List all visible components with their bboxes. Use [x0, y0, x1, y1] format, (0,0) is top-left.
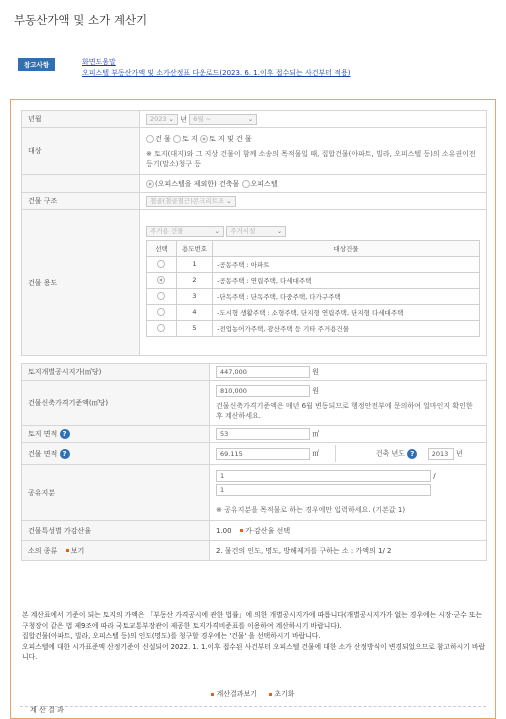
build-year-unit: 년: [455, 449, 463, 458]
usage-desc: -공동주택 : 연립주택, 다세대주택: [213, 272, 480, 288]
kind-radio-general[interactable]: [146, 180, 154, 188]
month-select-value: 6월 ~: [193, 114, 212, 123]
usage-header-select: 선택: [147, 240, 177, 256]
usage-desc: -도시형 생활주택 : 소형주택, 단지형 연립주택, 단지형 다세대주택: [213, 304, 480, 320]
year-select[interactable]: [146, 114, 178, 125]
target-option-land: 토 지: [181, 134, 198, 143]
help-link[interactable]: 화면도움말: [82, 58, 116, 66]
usage-number: 2: [177, 272, 213, 288]
action-buttons: [0, 689, 506, 699]
usage-category-select[interactable]: [146, 226, 224, 237]
officetel-download-link[interactable]: 오피스텔 부동산가액 및 소가산정표 다운로드(2023. 6. 1.이후 접수되는 사건부터 적용): [82, 69, 351, 77]
usage-radio-1[interactable]: [157, 260, 165, 268]
table-row: [147, 256, 480, 272]
calc-result-button[interactable]: 계산결과보기: [211, 690, 257, 698]
suit-kind-label-cell: [22, 541, 210, 561]
land-area-label: 토지 면적: [28, 430, 58, 438]
target-radio-land[interactable]: [173, 135, 181, 143]
suit-kind-label: 소의 종류: [28, 546, 58, 555]
building-area-unit: ㎡: [312, 449, 320, 458]
divider: [335, 445, 373, 462]
share-note: ※ 공유지분을 목적물로 하는 경우에만 입력하세요. (기본값 1): [216, 506, 406, 514]
table-row: [147, 288, 480, 304]
usage-number: 1: [177, 256, 213, 272]
building-price-label: 건물신축가격기준액(㎡당): [22, 381, 210, 426]
reference-links: [82, 57, 351, 79]
building-price-note: 건물신축가격기준액은 매년 6월 변동되므로 행정안전부에 문의하여 얼마인지 확인한 후 계산하세요.: [216, 402, 473, 420]
table-row: [147, 320, 480, 336]
usage-label: 건물 용도: [22, 210, 140, 356]
building-kind-label: [22, 175, 140, 193]
year-suffix: 년: [180, 115, 187, 123]
target-radio-building[interactable]: [146, 135, 154, 143]
suit-kind-view-link[interactable]: 보기: [70, 546, 85, 555]
share-slash: /: [433, 472, 436, 480]
target-cell: [140, 128, 487, 175]
adjust-select-link[interactable]: 가·감산율 선택: [245, 526, 291, 535]
building-price-cell: [210, 381, 487, 426]
build-year-input[interactable]: 2013: [428, 448, 454, 460]
divider: [20, 706, 486, 707]
land-area-input[interactable]: 53: [216, 428, 310, 440]
share-denominator-input[interactable]: 1: [216, 484, 431, 496]
reference-badge: 참고사항: [18, 58, 55, 71]
bullet-icon: [66, 549, 69, 552]
suit-kind-value: 2. 물건의 인도, 명도, 방해제거를 구하는 소 : 가액의 1/ 2: [210, 541, 487, 561]
building-kind-cell: [140, 175, 487, 193]
usage-header-target: 대상건물: [213, 240, 480, 256]
building-price-unit: 원: [312, 387, 319, 395]
chevron-down-icon: ⌄: [168, 114, 174, 123]
result-label: 계 산 결 과: [30, 706, 64, 714]
share-numerator-input[interactable]: 1: [216, 470, 431, 482]
usage-subcategory-value: 주거시설: [230, 226, 256, 235]
land-price-unit: 원: [312, 368, 319, 376]
building-price-input[interactable]: 810,000: [216, 385, 310, 397]
table-row: [147, 304, 480, 320]
building-area-label: 건물 면적: [28, 449, 58, 458]
usage-number: 4: [177, 304, 213, 320]
structure-label: 건물 구조: [22, 193, 140, 210]
usage-radio-3[interactable]: [157, 292, 165, 300]
chevron-down-icon: ⌄: [276, 226, 283, 235]
structure-select[interactable]: [146, 196, 236, 207]
note-paragraph: 집합건물(아파트, 빌라, 오피스텔 등)의 인도(명도)를 청구할 경우에는 '건물' 을 선택하시기 바랍니다.: [22, 632, 321, 640]
land-price-input[interactable]: 447,000: [216, 366, 310, 378]
land-price-label: 토지개별공시지가(㎡당): [22, 364, 210, 381]
structure-select-value: 철골(철골철근)콘크리트조: [150, 196, 225, 205]
help-icon[interactable]: ?: [407, 449, 417, 459]
chevron-down-icon: ⌄: [226, 196, 232, 205]
usage-radio-5[interactable]: [157, 324, 165, 332]
land-area-unit: ㎡: [312, 430, 320, 438]
help-icon[interactable]: ?: [60, 449, 70, 459]
building-area-cell: [210, 443, 487, 465]
target-option-land-building: 토 지 및 건 물: [208, 134, 252, 143]
table-row: [147, 272, 480, 288]
target-label: 대상: [22, 128, 140, 175]
land-area-label-cell: [22, 426, 210, 443]
building-area-input[interactable]: 69.115: [216, 448, 310, 460]
target-option-building: 건 물: [155, 134, 171, 143]
usage-desc: -공동주택 : 아파트: [213, 256, 480, 272]
usage-cell: [140, 210, 487, 356]
year-month-label: 년월: [22, 111, 140, 128]
year-month-row: [140, 111, 487, 128]
reset-button[interactable]: 초기화: [269, 690, 294, 698]
build-year-label: 건축 년도: [375, 449, 405, 458]
structure-cell: [140, 193, 487, 210]
adjust-cell: [210, 521, 487, 541]
note-paragraph: 오피스텔에 대한 시가표준액 산정기준이 신설되어 2022. 1. 1.이후 접수된 사건부터 오피스텔 건물에 대한 소가 산정방식이 변경되었으므로 참고하시기 바랍니다.: [22, 642, 486, 661]
chevron-down-icon: ⌄: [247, 114, 254, 123]
usage-number: 3: [177, 288, 213, 304]
chevron-down-icon: ⌄: [214, 226, 220, 235]
usage-number: 5: [177, 320, 213, 336]
share-label: 공유지분: [22, 465, 210, 521]
help-icon[interactable]: ?: [60, 429, 70, 439]
spacer: [22, 356, 487, 364]
usage-desc: -전업농어가주택, 광산주택 등 기타 주거용건물: [213, 320, 480, 336]
bullet-icon: [240, 529, 243, 532]
usage-category-value: 주거용 건물: [150, 226, 184, 235]
target-radio-land-building[interactable]: [200, 135, 208, 143]
land-area-cell: [210, 426, 487, 443]
kind-radio-officetel[interactable]: [242, 180, 250, 188]
usage-subcategory-select[interactable]: [226, 226, 286, 237]
usage-table: [146, 240, 480, 337]
land-price-cell: [210, 364, 487, 381]
calculator-form: [21, 110, 487, 561]
month-select[interactable]: [189, 114, 257, 125]
target-note: ※ 토지(대지)와 그 지상 건물이 함께 소송의 목적물일 때, 집합건물(아파트, 빌라, 오피스텔 등)의 소유권이전등기(말소)청구 등: [146, 149, 476, 168]
usage-radio-4[interactable]: [157, 308, 165, 316]
usage-desc: -단독주택 : 단독주택, 다중주택, 다가구주택: [213, 288, 480, 304]
adjust-label: 건물특성별 가감산율: [22, 521, 210, 541]
building-area-label-cell: [22, 443, 210, 465]
note-paragraph: 본 계산표에서 기준이 되는 토지의 가액은 「부동산 가격공시에 관한 법률」에 의한 개별공시지가에 따릅니다(개별공시지가가 없는 경우에는 시장·군수 또는 구청장이 같은 법 제9조에 따라 국토교통부장관이 제공한 토지가격비준표를 이용하여 계산하시기 바랍니다).: [22, 611, 483, 630]
adjust-value: 1.00: [216, 526, 232, 535]
usage-header-number: 용도번호: [177, 240, 213, 256]
notes-section: [22, 610, 488, 663]
usage-radio-2[interactable]: [157, 276, 165, 284]
year-select-value: 2023: [150, 114, 167, 123]
kind-option-officetel: 오피스텔: [250, 179, 278, 188]
share-cell: [210, 465, 487, 521]
page-title: 부동산가액 및 소가 계산기: [14, 13, 148, 27]
kind-option-general: (오피스텔을 제외한) 건축물: [155, 179, 240, 188]
